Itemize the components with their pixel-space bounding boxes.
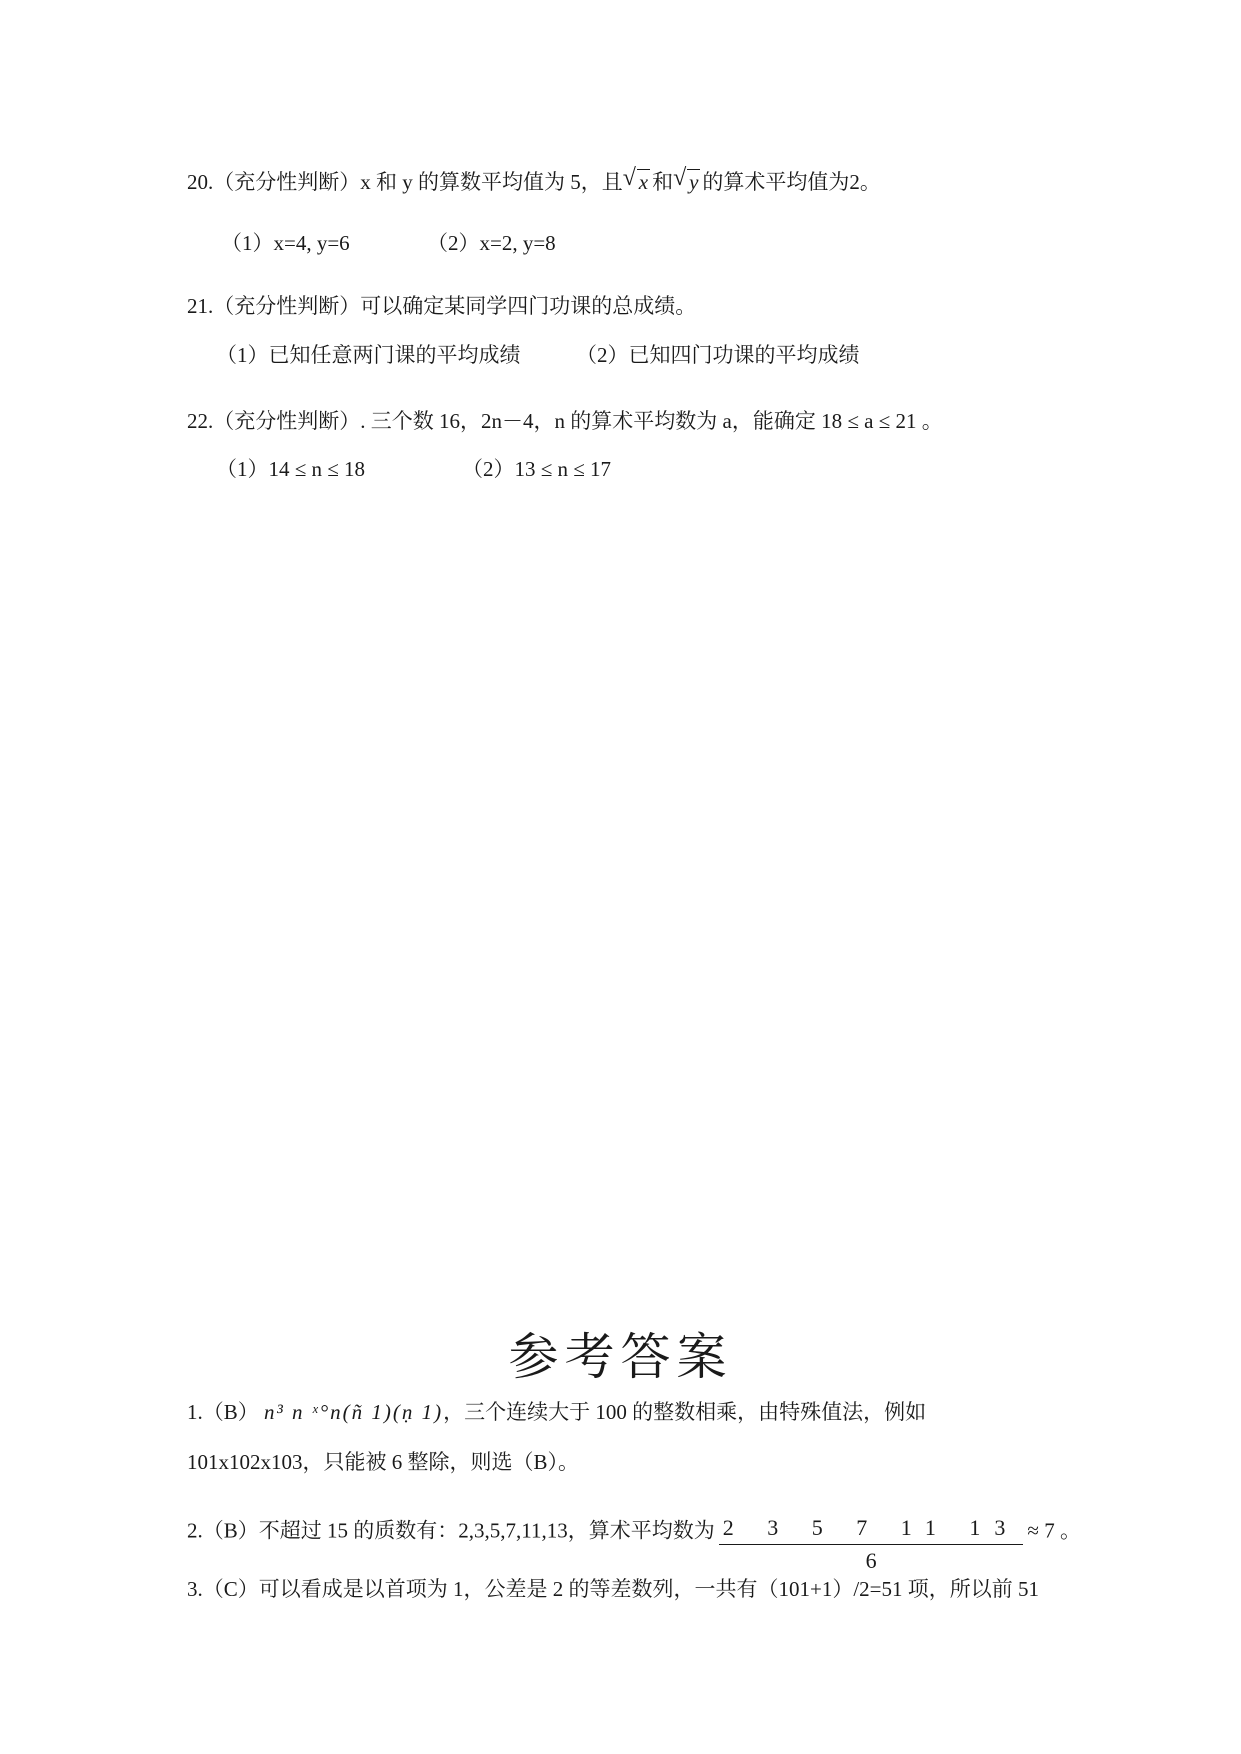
- question-20-option-1: （1）x=4, y=6: [221, 231, 350, 255]
- answer-2-fraction-numerator: 2 3 5 7 11 13: [719, 1514, 1024, 1545]
- answers-title: 参考答案: [508, 1328, 733, 1386]
- question-21-stem: 21.（充分性判断）可以确定某同学四门功课的总成绩。: [187, 294, 697, 318]
- question-22-option-2: [462, 455, 611, 483]
- question-21-option-2: （2）已知四门功课的平均成绩: [576, 343, 860, 367]
- sqrt-y-expression: √ y: [673, 165, 699, 194]
- question-21-option-1: （1）已知任意两门课的平均成绩: [216, 343, 521, 367]
- question-22-stem: [187, 407, 943, 435]
- question-22-option-1-label: （1）: [216, 457, 269, 481]
- question-22-stem-suffix: 。: [921, 409, 943, 433]
- answer-2-prefix: 2.（B）不超过 15 的质数有：2,3,5,7,11,13，算术平均数为: [187, 1518, 715, 1543]
- answer-1-suffix: ，三个连续大于 100 的整数相乘，由特殊值法，例如: [443, 1400, 927, 1424]
- answer-2-line: [187, 1502, 1081, 1573]
- answer-1-line-1: [187, 1398, 926, 1426]
- question-22-option-2-label: （2）: [462, 457, 515, 481]
- question-20-stem: [187, 165, 881, 196]
- answer-1-line-2: 101x102x103，只能被 6 整除，则选（B）。: [187, 1450, 580, 1474]
- question-20-stem-prefix: 20.（充分性判断）x 和 y 的算数平均值为 5，且: [187, 170, 623, 194]
- sqrt-x-expression: √ x: [622, 165, 649, 194]
- answer-2-fraction: [719, 1514, 1024, 1575]
- question-20-option-2: （2）x=2, y=8: [427, 231, 556, 255]
- answer-1-formula: n³ n ˣ°n(ñ 1)(ṇ 1): [264, 1400, 444, 1424]
- question-20-stem-suffix: 的算术平均值为2。: [702, 170, 881, 194]
- answer-2-suffix: ≈ 7 。: [1027, 1518, 1081, 1543]
- question-22-option-1-math: 14 ≤ n ≤ 18: [268, 457, 366, 481]
- answer-1-prefix: 1.（B）: [187, 1400, 259, 1424]
- question-22-option-1: [216, 455, 365, 483]
- question-22-stem-prefix: 22.（充分性判断）. 三个数 16，2n－4，n 的算术平均数为 a，能确定: [187, 409, 816, 433]
- question-22-option-2-math: 13 ≤ n ≤ 17: [514, 457, 612, 481]
- question-22-inequality: 18 ≤ a ≤ 21: [821, 409, 917, 433]
- answer-3-line: 3.（C）可以看成是以首项为 1，公差是 2 的等差数列，一共有（101+1）/2=51 项，所以前 51: [187, 1577, 1040, 1601]
- answer-2-fraction-denominator: 6: [865, 1548, 877, 1573]
- question-20-between: 和: [652, 170, 674, 194]
